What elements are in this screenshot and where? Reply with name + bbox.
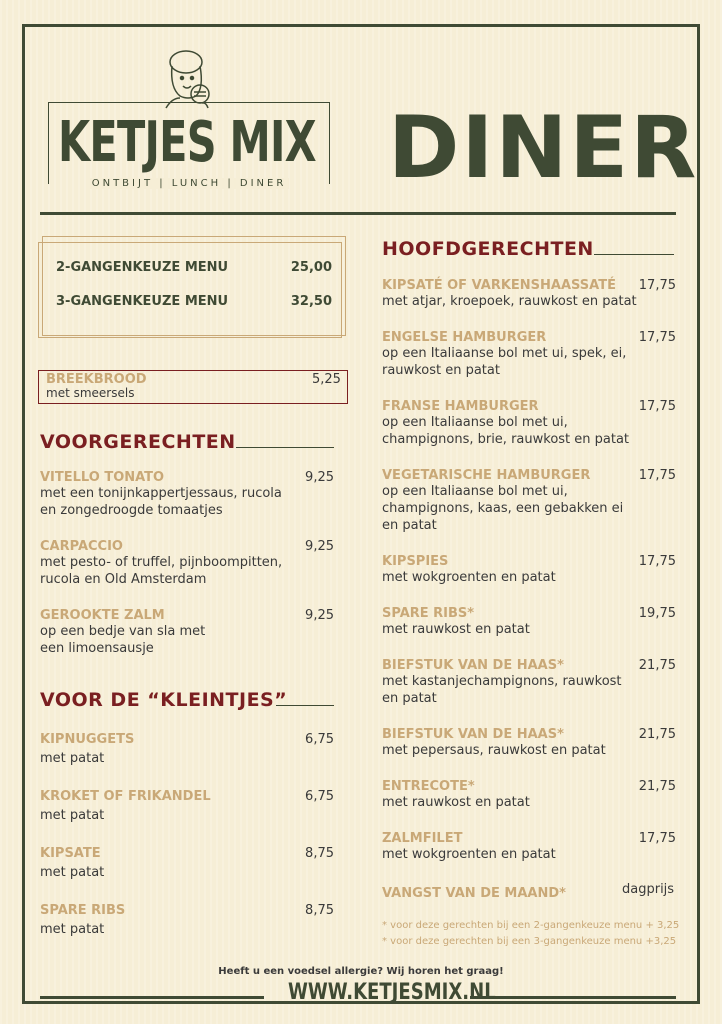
- menu-item: [382, 606, 676, 638]
- menu-item: [382, 399, 676, 448]
- menu-item: [382, 831, 676, 863]
- item-name: KIPNUGGETS: [40, 732, 135, 747]
- menu-item: [382, 278, 676, 310]
- item-name: VITELLO TONATO: [40, 470, 165, 485]
- breekbrood-desc: met smeersels: [46, 386, 135, 400]
- item-name: CARPACCIO: [40, 539, 123, 554]
- breekbrood-price: 5,25: [312, 372, 341, 387]
- item-desc: rucola en Old Amsterdam: [40, 572, 207, 587]
- footer-divider: [40, 996, 264, 999]
- brand-tagline: ONTBIJT | LUNCH | DINER: [48, 178, 330, 189]
- item-desc: op een bedje van sla met: [40, 624, 206, 639]
- item-name: ZALMFILET: [382, 831, 463, 846]
- footer-divider: [470, 996, 676, 999]
- item-desc: met patat: [40, 922, 105, 937]
- menu-item: [382, 554, 676, 586]
- breekbrood-name: BREEKBROOD: [46, 372, 147, 387]
- page-title: DINER: [388, 98, 699, 198]
- item-name: FRANSE HAMBURGER: [382, 399, 539, 414]
- item-name: KIPSATÉ OF VARKENSHAASSATÉ: [382, 278, 616, 293]
- menu-item: [382, 727, 676, 759]
- item-price: 17,75: [638, 330, 676, 345]
- item-name: KIPSATE: [40, 846, 101, 861]
- item-name: BIEFSTUK VAN DE HAAS*: [382, 727, 564, 742]
- section-title-hoofdgerechten: HOOFDGERECHTEN: [382, 238, 594, 260]
- website-link[interactable]: WWW.KETJESMIX.NL: [288, 980, 496, 1005]
- item-name: VEGETARISCHE HAMBURGER: [382, 468, 591, 483]
- item-price: 9,25: [305, 539, 334, 554]
- menu-item: [382, 658, 676, 707]
- item-desc: met rauwkost en patat: [382, 622, 530, 637]
- menu-item: [382, 779, 676, 811]
- item-price: 8,75: [305, 903, 334, 918]
- item-desc: champignons, kaas, een gebakken ei: [382, 501, 624, 516]
- section-title-kleintjes: VOOR DE “KLEINTJES”: [40, 689, 288, 711]
- item-desc: en patat: [382, 518, 437, 533]
- item-name: VANGST VAN DE MAAND*: [382, 886, 566, 901]
- item-price: 6,75: [305, 789, 334, 804]
- item-price: 6,75: [305, 732, 334, 747]
- item-desc: met kastanjechampignons, rauwkost: [382, 674, 622, 689]
- footnote: * voor deze gerechten bij een 2-gangenkeuze menu + 3,25: [382, 920, 680, 931]
- item-name: KROKET OF FRIKANDEL: [40, 789, 211, 804]
- item-desc: en zongedroogde tomaatjes: [40, 503, 223, 518]
- item-name: SPARE RIBS: [40, 903, 126, 918]
- item-price: 17,75: [638, 554, 676, 569]
- item-name: SPARE RIBS*: [382, 606, 475, 621]
- menu-item: [40, 789, 334, 824]
- item-desc: champignons, brie, rauwkost en patat: [382, 432, 630, 447]
- item-price: 8,75: [305, 846, 334, 861]
- item-desc: met pesto- of truffel, pijnboompitten,: [40, 555, 283, 570]
- item-desc: met een tonijnkappertjessaus, rucola: [40, 486, 282, 501]
- item-desc: met atjar, kroepoek, rauwkost en patat: [382, 294, 637, 309]
- brand-name: KETJES MIX: [58, 110, 316, 175]
- item-desc: een limoensausje: [40, 641, 154, 656]
- item-name: ENTRECOTE*: [382, 779, 475, 794]
- item-desc: met pepersaus, rauwkost en patat: [382, 743, 606, 758]
- combo-price: 25,00: [290, 260, 332, 275]
- combo-label: 3-GANGENKEUZE MENU: [56, 294, 229, 309]
- section-underline: [236, 447, 334, 448]
- item-name: KIPSPIES: [382, 554, 449, 569]
- menu-item: [40, 539, 334, 588]
- item-desc: met patat: [40, 865, 105, 880]
- menu-item: [382, 330, 676, 379]
- item-desc: op een Italiaanse bol met ui,: [382, 415, 568, 430]
- combo-row: [56, 260, 332, 275]
- section-underline: [594, 254, 674, 255]
- combo-label: 2-GANGENKEUZE MENU: [56, 260, 229, 275]
- item-desc: rauwkost en patat: [382, 363, 500, 378]
- item-desc: met patat: [40, 751, 105, 766]
- allergy-note: Heeft u een voedsel allergie? Wij horen het graag!: [218, 966, 504, 977]
- menu-item: [382, 882, 676, 901]
- menu-item: [382, 468, 676, 534]
- item-desc: op een Italiaanse bol met ui,: [382, 484, 568, 499]
- item-price: 9,25: [305, 470, 334, 485]
- item-price: 17,75: [638, 278, 676, 293]
- item-price: 21,75: [638, 779, 676, 794]
- menu-item: [40, 732, 334, 767]
- combo-box: [38, 242, 342, 338]
- item-price: dagprijs: [622, 882, 675, 897]
- item-name: ENGELSE HAMBURGER: [382, 330, 547, 345]
- section-title-voorgerechten: VOORGERECHTEN: [40, 431, 236, 453]
- menu-item: [40, 608, 334, 657]
- item-price: 17,75: [638, 399, 676, 414]
- item-name: BIEFSTUK VAN DE HAAS*: [382, 658, 564, 673]
- section-underline: [276, 705, 334, 706]
- menu-item: [40, 846, 334, 881]
- item-price: 19,75: [638, 606, 676, 621]
- item-desc: en patat: [382, 691, 437, 706]
- item-name: GEROOKTE ZALM: [40, 608, 165, 623]
- header-divider: [40, 212, 676, 215]
- item-desc: met patat: [40, 808, 105, 823]
- menu-item: [40, 903, 334, 938]
- combo-row: [56, 294, 332, 309]
- item-price: 21,75: [638, 727, 676, 742]
- combo-price: 32,50: [290, 294, 332, 309]
- footnote: * voor deze gerechten bij een 3-gangenkeuze menu +3,25: [382, 936, 677, 947]
- item-desc: met rauwkost en patat: [382, 795, 530, 810]
- menu-item: [40, 470, 334, 519]
- item-desc: op een Italiaanse bol met ui, spek, ei,: [382, 346, 627, 361]
- item-price: 17,75: [638, 468, 676, 483]
- item-price: 17,75: [638, 831, 676, 846]
- item-price: 21,75: [638, 658, 676, 673]
- item-price: 9,25: [305, 608, 334, 623]
- item-desc: met wokgroenten en patat: [382, 847, 556, 862]
- item-desc: met wokgroenten en patat: [382, 570, 556, 585]
